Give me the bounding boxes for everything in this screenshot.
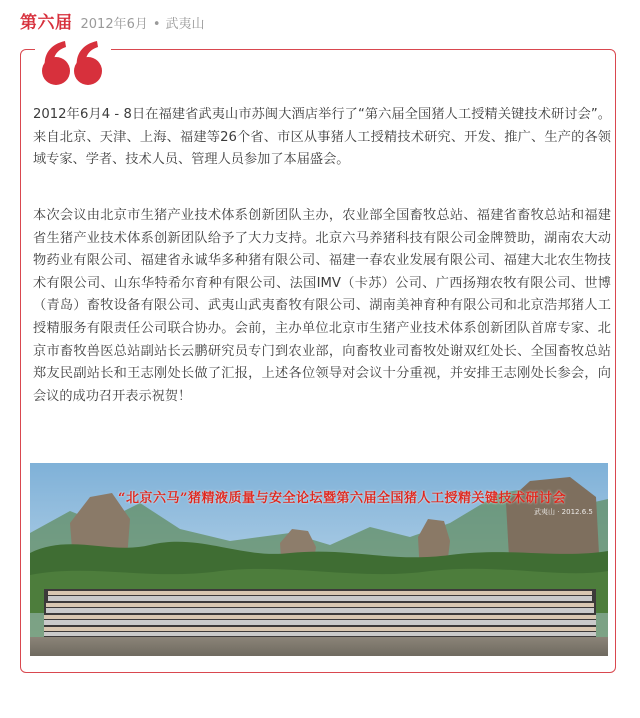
- intro-paragraph: 2012年6月4 - 8日在福建省武夷山市苏闽大酒店举行了“第六届全国猪人工授精关键技术研讨会”。来自北京、天津、上海、福建等26个省、市区从事猪人工授精技术研究、开发、推广、生产的各领域专家、学者、技术人员、管理人员参加了本届盛会。: [33, 107, 611, 168]
- edition-meta: [81, 13, 205, 32]
- meta-separator: •: [152, 17, 161, 32]
- edition-date: 2012年6月: [80, 17, 148, 32]
- edition-location: 武夷山: [165, 17, 205, 32]
- photo-banner: “北京六马”猪精液质量与安全论坛暨第六届全国猪人工授精关键技术研讨会: [118, 491, 566, 506]
- edition-title: 第六届: [20, 13, 73, 33]
- edition-header: [20, 8, 205, 32]
- photo-seal: 武夷山 · 2012.6.5: [534, 508, 593, 516]
- detail-paragraph: 本次会议由北京市生猪产业技术体系创新团队主办，农业部全国畜牧总站、福建省畜牧总站和福建省生猪产业技术体系创新团队给予了大力支持。北京六马养猪科技有限公司金牌赞助，湖南农大动物药业有限公司、福建省永诚华多种猪有限公司、福建一春农业发展有限公司、福建大北农生物技术有限公司、山东华特希尔育种有限公司、法国IMV（卡苏）公司、广西扬翔农牧有限公司、世博（青岛）畜牧设备有限公司、武夷山武夷畜牧有限公司、湖南美神育种有限公司和北京浩邦猪人工授精服务有限责任公司联合协办。会前，主办单位北京市生猪产业技术体系创新团队首席专家、北京市畜牧兽医总站副站长云鹏研究员专门到农业部，向畜牧业司畜牧处谢双红处长、全国畜牧总站郑友民副站长和王志刚处长做了汇报，上述各位领导对会议十分重视，并安排王志刚处长参会，向会议的成功召开表示祝贺！: [33, 208, 611, 404]
- quote-mark-icon: [35, 38, 111, 94]
- group-photo: [30, 463, 608, 656]
